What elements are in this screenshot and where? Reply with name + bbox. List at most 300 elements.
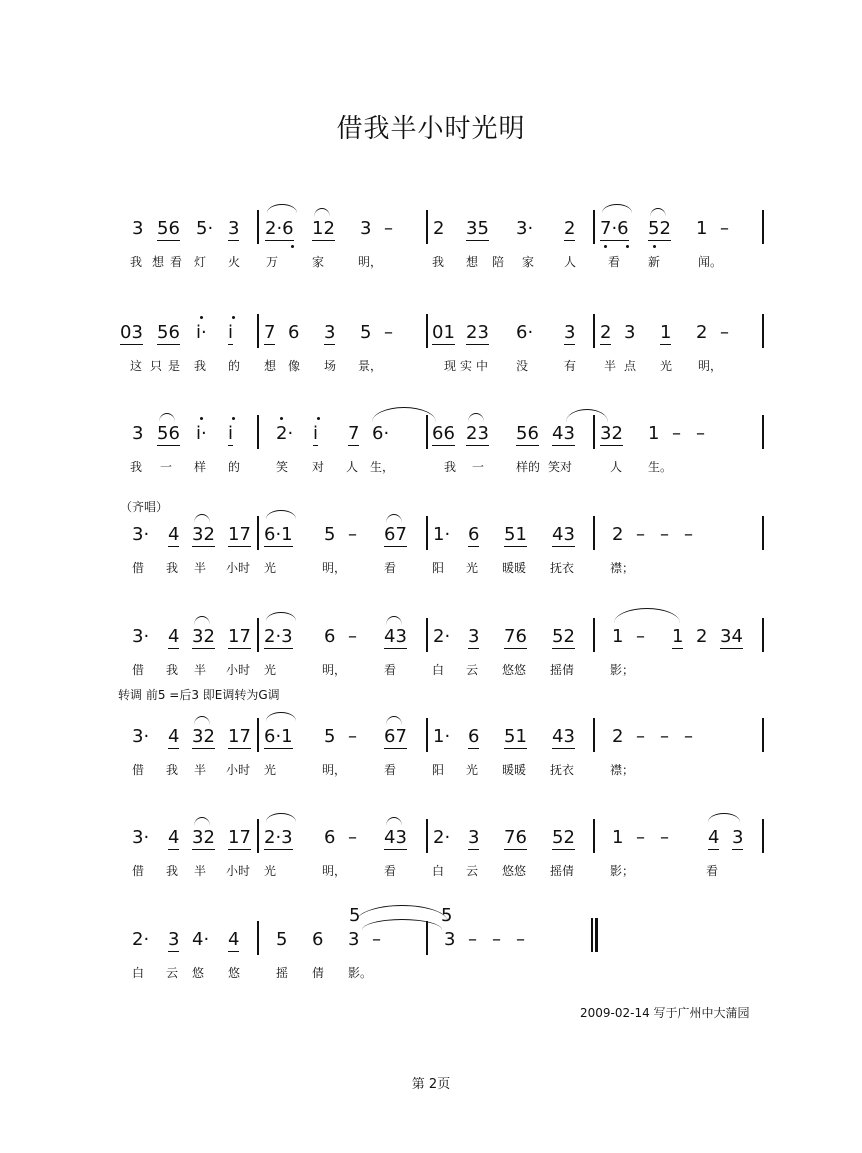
lyric: 闻。 xyxy=(698,255,723,269)
lyric: 火 xyxy=(228,255,241,269)
lyric: 阳 xyxy=(432,763,445,777)
lyric: 我 xyxy=(444,460,457,474)
bar-line xyxy=(426,718,428,752)
lyric: 悠悠 xyxy=(502,864,527,878)
note: 67 xyxy=(384,524,407,545)
lyric: 我 xyxy=(166,763,179,777)
note: 6 xyxy=(288,322,300,343)
lyric: 摇倩 xyxy=(550,864,575,878)
lyric: 是 xyxy=(168,359,181,373)
note: 76 xyxy=(504,827,527,848)
slur xyxy=(266,712,296,721)
note: 32 xyxy=(192,726,215,747)
note: 52 xyxy=(552,626,575,647)
note: – xyxy=(660,524,669,545)
note: 3· xyxy=(132,726,150,747)
composition-date: 2009-02-14 写于广州中大蒲园 xyxy=(580,1006,750,1020)
bar-line xyxy=(426,819,428,853)
lyric: 这 xyxy=(130,359,143,373)
note: 52 xyxy=(552,827,575,848)
lyric: 暖暖 xyxy=(502,561,527,575)
lyric: 想 xyxy=(152,255,165,269)
lyric: 我 xyxy=(166,561,179,575)
lyric: 小时 xyxy=(226,663,251,677)
lyric: 生， xyxy=(370,460,395,474)
bar-line xyxy=(593,718,595,752)
low-dot xyxy=(604,245,607,248)
note: 76 xyxy=(504,626,527,647)
note: 51 xyxy=(504,524,527,545)
lyric: 明， xyxy=(322,663,347,677)
note: 5 xyxy=(324,524,336,545)
note: 2·3 xyxy=(264,626,293,647)
lyric: 云 xyxy=(466,864,479,878)
octave-dot xyxy=(280,417,283,420)
note: 7·6 xyxy=(600,218,629,239)
bar-line xyxy=(593,314,595,348)
note: – xyxy=(660,726,669,747)
lyric: 景， xyxy=(358,359,383,373)
bar-line xyxy=(762,718,764,752)
note: 43 xyxy=(384,827,407,848)
lyric: 云 xyxy=(166,966,179,980)
lyric: 看 xyxy=(384,663,397,677)
bar-line xyxy=(762,415,764,449)
slur xyxy=(314,208,330,217)
note: – xyxy=(684,726,693,747)
lyric: 灯 xyxy=(194,255,207,269)
note: 6 xyxy=(468,524,480,545)
note: – xyxy=(636,626,645,647)
lyric: 悠悠 xyxy=(502,663,527,677)
lyric: 借 xyxy=(132,864,145,878)
note: 3 xyxy=(564,322,576,343)
slur xyxy=(650,208,666,217)
note: 34 xyxy=(720,626,743,647)
slur xyxy=(614,608,680,623)
note: 1 xyxy=(696,218,708,239)
lyric: 点 xyxy=(624,359,637,373)
bar-line xyxy=(426,618,428,652)
lyric: 襟； xyxy=(610,561,635,575)
note: 12 xyxy=(312,218,335,239)
note: – xyxy=(492,929,501,950)
lyric: 悠 xyxy=(192,966,205,980)
note: – xyxy=(516,929,525,950)
note: 3· xyxy=(132,524,150,545)
lyric: 样 xyxy=(194,460,207,474)
note: 1 xyxy=(612,827,624,848)
note: 01 xyxy=(432,322,455,343)
note: 32 xyxy=(192,524,215,545)
bar-line xyxy=(257,415,259,449)
lyric: 人 xyxy=(610,460,623,474)
low-dot xyxy=(291,245,294,248)
note: 4 xyxy=(708,827,720,848)
note: 2· xyxy=(433,827,451,848)
bar-line xyxy=(762,819,764,853)
note: 7 xyxy=(264,322,276,343)
lyric: 一 xyxy=(472,460,485,474)
note: – xyxy=(660,827,669,848)
note: 4· xyxy=(192,929,210,950)
note: 56 xyxy=(157,322,180,343)
note: 6·1 xyxy=(264,524,293,545)
note: 2 xyxy=(612,726,624,747)
note: 4 xyxy=(168,726,180,747)
lyric: 我 xyxy=(194,359,207,373)
lyric: 光 xyxy=(264,663,277,677)
note: – xyxy=(348,524,357,545)
slur xyxy=(386,514,402,523)
note: 3 xyxy=(132,423,144,444)
note: 23 xyxy=(466,423,489,444)
octave-dot xyxy=(232,316,235,319)
note: 3· xyxy=(132,626,150,647)
lyric: 家 xyxy=(312,255,325,269)
note: 6 xyxy=(468,726,480,747)
note: 17 xyxy=(228,827,251,848)
section-label: （齐唱） xyxy=(120,500,169,514)
lyric: 小时 xyxy=(226,864,251,878)
note: – xyxy=(636,726,645,747)
note: i xyxy=(228,423,234,444)
lyric: 有 xyxy=(564,359,577,373)
lyric: 白 xyxy=(132,966,145,980)
note: 23 xyxy=(466,322,489,343)
lyric: 实 xyxy=(460,359,473,373)
lyric: 万 xyxy=(266,255,279,269)
note: – xyxy=(468,929,477,950)
note: 43 xyxy=(552,524,575,545)
lyric: 的 xyxy=(228,359,241,373)
octave-dot xyxy=(317,417,320,420)
note: 3 xyxy=(168,929,180,950)
note: 51 xyxy=(504,726,527,747)
lyric: 小时 xyxy=(226,763,251,777)
lyric: 家 xyxy=(522,255,535,269)
note: i· xyxy=(196,423,207,444)
slur xyxy=(386,716,402,725)
slur xyxy=(194,616,210,625)
lyric: 半 xyxy=(194,663,207,677)
note: 56 xyxy=(157,218,180,239)
lyric: 场 xyxy=(324,359,337,373)
lyric: 只 xyxy=(150,359,163,373)
octave-dot xyxy=(232,417,235,420)
slur xyxy=(708,813,740,822)
bar-line xyxy=(257,618,259,652)
bar-line xyxy=(426,516,428,550)
lyric: 悠 xyxy=(228,966,241,980)
slur xyxy=(267,204,297,213)
slur xyxy=(372,407,436,422)
lyric: 没 xyxy=(516,359,529,373)
note: 32 xyxy=(192,827,215,848)
note: 5 xyxy=(276,929,288,950)
slur xyxy=(386,817,402,826)
bar-line xyxy=(257,210,259,244)
lyric: 明， xyxy=(698,359,723,373)
lyric: 光 xyxy=(466,561,479,575)
note: 2·6 xyxy=(265,218,294,239)
note: 3 xyxy=(468,626,480,647)
note: 7 xyxy=(348,423,360,444)
lyric: 白 xyxy=(432,864,445,878)
note: – xyxy=(348,827,357,848)
lyric: 倩 xyxy=(312,966,325,980)
note: 66 xyxy=(432,423,455,444)
page-number: 第 2页 xyxy=(411,1077,451,1092)
lyric: 白 xyxy=(432,663,445,677)
lyric: 影； xyxy=(610,663,635,677)
lyric: 摇倩 xyxy=(550,663,575,677)
note: 1· xyxy=(433,524,451,545)
note: 5· xyxy=(196,218,214,239)
octave-dot xyxy=(200,417,203,420)
note: – xyxy=(684,524,693,545)
lyric: 襟； xyxy=(610,763,635,777)
lyric: 我 xyxy=(166,864,179,878)
note: 03 xyxy=(120,322,143,343)
page-title: 借我半小时光明 xyxy=(336,114,526,144)
lyric: 新 xyxy=(648,255,661,269)
lyric: 阳 xyxy=(432,561,445,575)
lyric: 我 xyxy=(432,255,445,269)
note: 3 xyxy=(324,322,336,343)
bar-line xyxy=(762,516,764,550)
note: 1 xyxy=(660,322,672,343)
note: 3 xyxy=(360,218,372,239)
note: 6·1 xyxy=(264,726,293,747)
lyric: 看 xyxy=(384,864,397,878)
note: 6 xyxy=(312,929,324,950)
bar-line xyxy=(426,210,428,244)
note: – xyxy=(720,322,729,343)
slur xyxy=(266,612,296,621)
note: 2· xyxy=(276,423,294,444)
note: 2 xyxy=(600,322,612,343)
note: 2 xyxy=(564,218,576,239)
final-barline-thin xyxy=(591,918,593,952)
lyric: 明， xyxy=(358,255,383,269)
lyric: 光 xyxy=(264,561,277,575)
bar-line xyxy=(257,718,259,752)
lyric: 笑 xyxy=(276,460,289,474)
final-barline-thick xyxy=(595,918,598,952)
note: 67 xyxy=(384,726,407,747)
note: 2 xyxy=(433,218,445,239)
note: 5 xyxy=(360,322,372,343)
note: 1 xyxy=(672,626,684,647)
bar-line xyxy=(593,210,595,244)
note: – xyxy=(348,726,357,747)
lyric: 笑对 xyxy=(548,460,573,474)
note: 6· xyxy=(516,322,534,343)
lyric: 明， xyxy=(322,763,347,777)
lyric: 对 xyxy=(312,460,325,474)
note: 3 xyxy=(228,218,240,239)
note: 56 xyxy=(516,423,539,444)
lyric: 半 xyxy=(194,561,207,575)
lyric: 人 xyxy=(346,460,359,474)
note: 4 xyxy=(168,524,180,545)
lyric: 借 xyxy=(132,561,145,575)
lyric: 云 xyxy=(466,663,479,677)
note: i xyxy=(313,423,319,444)
lyric: 样的 xyxy=(516,460,541,474)
note: 3 xyxy=(732,827,744,848)
bar-line xyxy=(762,618,764,652)
lyric: 借 xyxy=(132,663,145,677)
lyric: 明， xyxy=(322,561,347,575)
note: – xyxy=(372,929,381,950)
bar-line xyxy=(593,516,595,550)
note: 17 xyxy=(228,524,251,545)
note: 1 xyxy=(612,626,624,647)
note: 32 xyxy=(600,423,623,444)
slur xyxy=(386,616,402,625)
note: 3 xyxy=(624,322,636,343)
bar-line xyxy=(257,819,259,853)
bar-line xyxy=(426,314,428,348)
note: – xyxy=(384,218,393,239)
note: 2 xyxy=(696,322,708,343)
lyric: 人 xyxy=(564,255,577,269)
slur xyxy=(602,204,632,213)
note: 6 xyxy=(324,626,336,647)
lyric: 我 xyxy=(166,663,179,677)
lyric: 现 xyxy=(444,359,457,373)
lyric: 一 xyxy=(160,460,173,474)
note: 6· xyxy=(372,423,390,444)
bar-line xyxy=(257,516,259,550)
note: 4 xyxy=(168,626,180,647)
lyric: 看 xyxy=(384,763,397,777)
note: – xyxy=(636,827,645,848)
lyric: 的 xyxy=(228,460,241,474)
note: 2· xyxy=(132,929,150,950)
note: 43 xyxy=(552,726,575,747)
note: 3 xyxy=(468,827,480,848)
lyric: 看 xyxy=(706,864,719,878)
note: i· xyxy=(196,322,207,343)
low-dot xyxy=(653,245,656,248)
lyric: 想 xyxy=(264,359,277,373)
note: – xyxy=(696,423,705,444)
note: 3· xyxy=(516,218,534,239)
lyric: 明， xyxy=(322,864,347,878)
lyric: 光 xyxy=(466,763,479,777)
lyric: 影； xyxy=(610,864,635,878)
lyric: 光 xyxy=(264,763,277,777)
note: 3 xyxy=(444,929,456,950)
note: 1· xyxy=(433,726,451,747)
slur xyxy=(566,409,608,422)
bar-line xyxy=(762,210,764,244)
note: 3 xyxy=(348,929,360,950)
note: 32 xyxy=(192,626,215,647)
grace-note: 5 xyxy=(349,905,361,926)
lyric: 像 xyxy=(288,359,301,373)
bar-line xyxy=(257,921,259,955)
note: – xyxy=(720,218,729,239)
note: 17 xyxy=(228,626,251,647)
slur xyxy=(159,413,175,422)
note: – xyxy=(672,423,681,444)
note: 17 xyxy=(228,726,251,747)
note: – xyxy=(636,524,645,545)
slur xyxy=(468,413,484,422)
bar-line xyxy=(593,618,595,652)
lyric: 我 xyxy=(130,460,143,474)
lyric: 我 xyxy=(130,255,143,269)
slur xyxy=(194,817,210,826)
note: – xyxy=(348,626,357,647)
note: 5 xyxy=(324,726,336,747)
lyric: 看 xyxy=(384,561,397,575)
note: 2· xyxy=(433,626,451,647)
lyric: 半 xyxy=(194,864,207,878)
lyric: 看 xyxy=(170,255,183,269)
note: 3· xyxy=(132,827,150,848)
note: 2·3 xyxy=(264,827,293,848)
bar-line xyxy=(257,314,259,348)
lyric: 摇 xyxy=(276,966,289,980)
lyric: 陪 xyxy=(492,255,505,269)
slur xyxy=(266,510,296,519)
note: 2 xyxy=(612,524,624,545)
note: 2 xyxy=(696,626,708,647)
note: 1 xyxy=(648,423,660,444)
modulation-note: 转调 前5 =后3 即E调转为G调 xyxy=(118,688,280,702)
lyric: 半 xyxy=(604,359,617,373)
note: 35 xyxy=(466,218,489,239)
lyric: 抚衣 xyxy=(550,763,575,777)
note: 43 xyxy=(384,626,407,647)
lyric: 抚衣 xyxy=(550,561,575,575)
note: 3 xyxy=(132,218,144,239)
bar-line xyxy=(593,819,595,853)
lyric: 看 xyxy=(608,255,621,269)
note: i xyxy=(228,322,234,343)
lyric: 半 xyxy=(194,763,207,777)
note: 6 xyxy=(324,827,336,848)
lyric: 影。 xyxy=(348,966,373,980)
note: 4 xyxy=(168,827,180,848)
lyric: 中 xyxy=(476,359,489,373)
octave-dot xyxy=(200,316,203,319)
slur xyxy=(266,813,296,822)
grace-note: 5 xyxy=(441,905,453,926)
lyric: 光 xyxy=(264,864,277,878)
lyric: 生。 xyxy=(648,460,673,474)
lyric: 想 xyxy=(466,255,479,269)
lyric: 光 xyxy=(660,359,673,373)
lyric: 暖暖 xyxy=(502,763,527,777)
lyric: 借 xyxy=(132,763,145,777)
slur xyxy=(194,716,210,725)
note: 4 xyxy=(228,929,240,950)
slur xyxy=(194,514,210,523)
note: 43 xyxy=(552,423,575,444)
note: – xyxy=(384,322,393,343)
low-dot xyxy=(626,245,629,248)
note: 52 xyxy=(648,218,671,239)
lyric: 小时 xyxy=(226,561,251,575)
note: 56 xyxy=(157,423,180,444)
bar-line xyxy=(762,314,764,348)
